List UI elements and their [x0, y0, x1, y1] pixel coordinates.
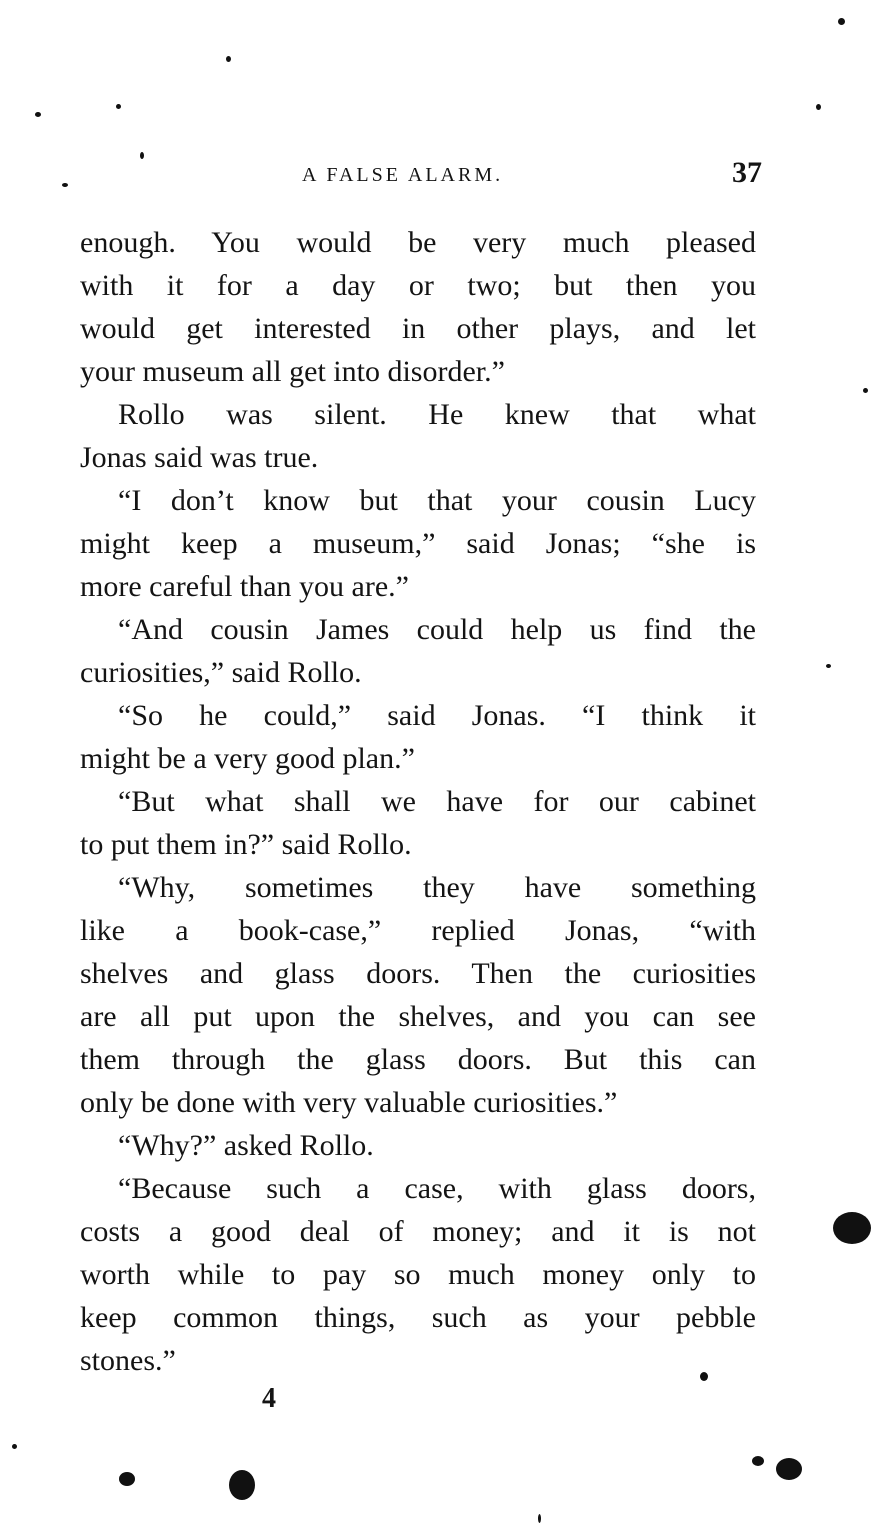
text-line: Rollo was silent. He knew that what: [118, 398, 756, 431]
ink-speck: [752, 1456, 764, 1466]
body-text: [80, 221, 756, 1382]
ink-speck: [776, 1458, 802, 1480]
text-line: stones.”: [80, 1344, 176, 1377]
ink-speck: [826, 664, 831, 668]
ink-speck: [833, 1212, 871, 1244]
text-line: Jonas said was true.: [80, 441, 319, 474]
ink-speck: [838, 18, 845, 25]
text-line: worth while to pay so much money only to: [80, 1258, 756, 1291]
text-line: “Because such a case, with glass doors,: [118, 1172, 756, 1205]
ink-speck: [700, 1372, 708, 1381]
text-line: costs a good deal of money; and it is not: [80, 1215, 756, 1248]
signature-mark: 4: [262, 1383, 276, 1414]
page-number: 37: [732, 156, 762, 189]
text-line: keep common things, such as your pebble: [80, 1301, 756, 1334]
text-line: more careful than you are.”: [80, 570, 409, 603]
text-line: “Why?” asked Rollo.: [118, 1129, 374, 1162]
text-line: “But what shall we have for our cabinet: [118, 785, 756, 818]
ink-speck: [116, 104, 121, 109]
text-line: would get interested in other plays, and let: [80, 312, 756, 345]
text-line: with it for a day or two; but then you: [80, 269, 756, 302]
text-line: shelves and glass doors. Then the curiosities: [80, 957, 756, 990]
text-line: “I don’t know but that your cousin Lucy: [118, 484, 756, 517]
text-line: only be done with very valuable curiosities.”: [80, 1086, 618, 1119]
text-line: like a book-case,” replied Jonas, “with: [80, 914, 756, 947]
text-line: “Why, sometimes they have something: [118, 871, 756, 904]
text-line: enough. You would be very much pleased: [80, 226, 756, 259]
ink-speck: [119, 1472, 135, 1486]
text-line: might keep a museum,” said Jonas; “she is: [80, 527, 756, 560]
text-line: might be a very good plan.”: [80, 742, 415, 775]
ink-speck: [816, 104, 821, 110]
text-line: “So he could,” said Jonas. “I think it: [118, 699, 756, 732]
ink-speck: [229, 1470, 255, 1500]
ink-speck: [863, 388, 868, 393]
text-line: them through the glass doors. But this can: [80, 1043, 756, 1076]
ink-speck: [140, 152, 144, 159]
text-line: curiosities,” said Rollo.: [80, 656, 362, 689]
text-line: are all put upon the shelves, and you can see: [80, 1000, 756, 1033]
text-line: “And cousin James could help us find the: [118, 613, 756, 646]
ink-speck: [226, 56, 231, 62]
running-head: [80, 158, 760, 192]
ink-speck: [12, 1444, 17, 1449]
text-line: to put them in?” said Rollo.: [80, 828, 412, 861]
ink-speck: [538, 1514, 541, 1523]
ink-speck: [62, 183, 68, 187]
text-line: your museum all get into disorder.”: [80, 355, 505, 388]
running-title: A FALSE ALARM.: [302, 164, 504, 186]
ink-speck: [35, 112, 41, 117]
